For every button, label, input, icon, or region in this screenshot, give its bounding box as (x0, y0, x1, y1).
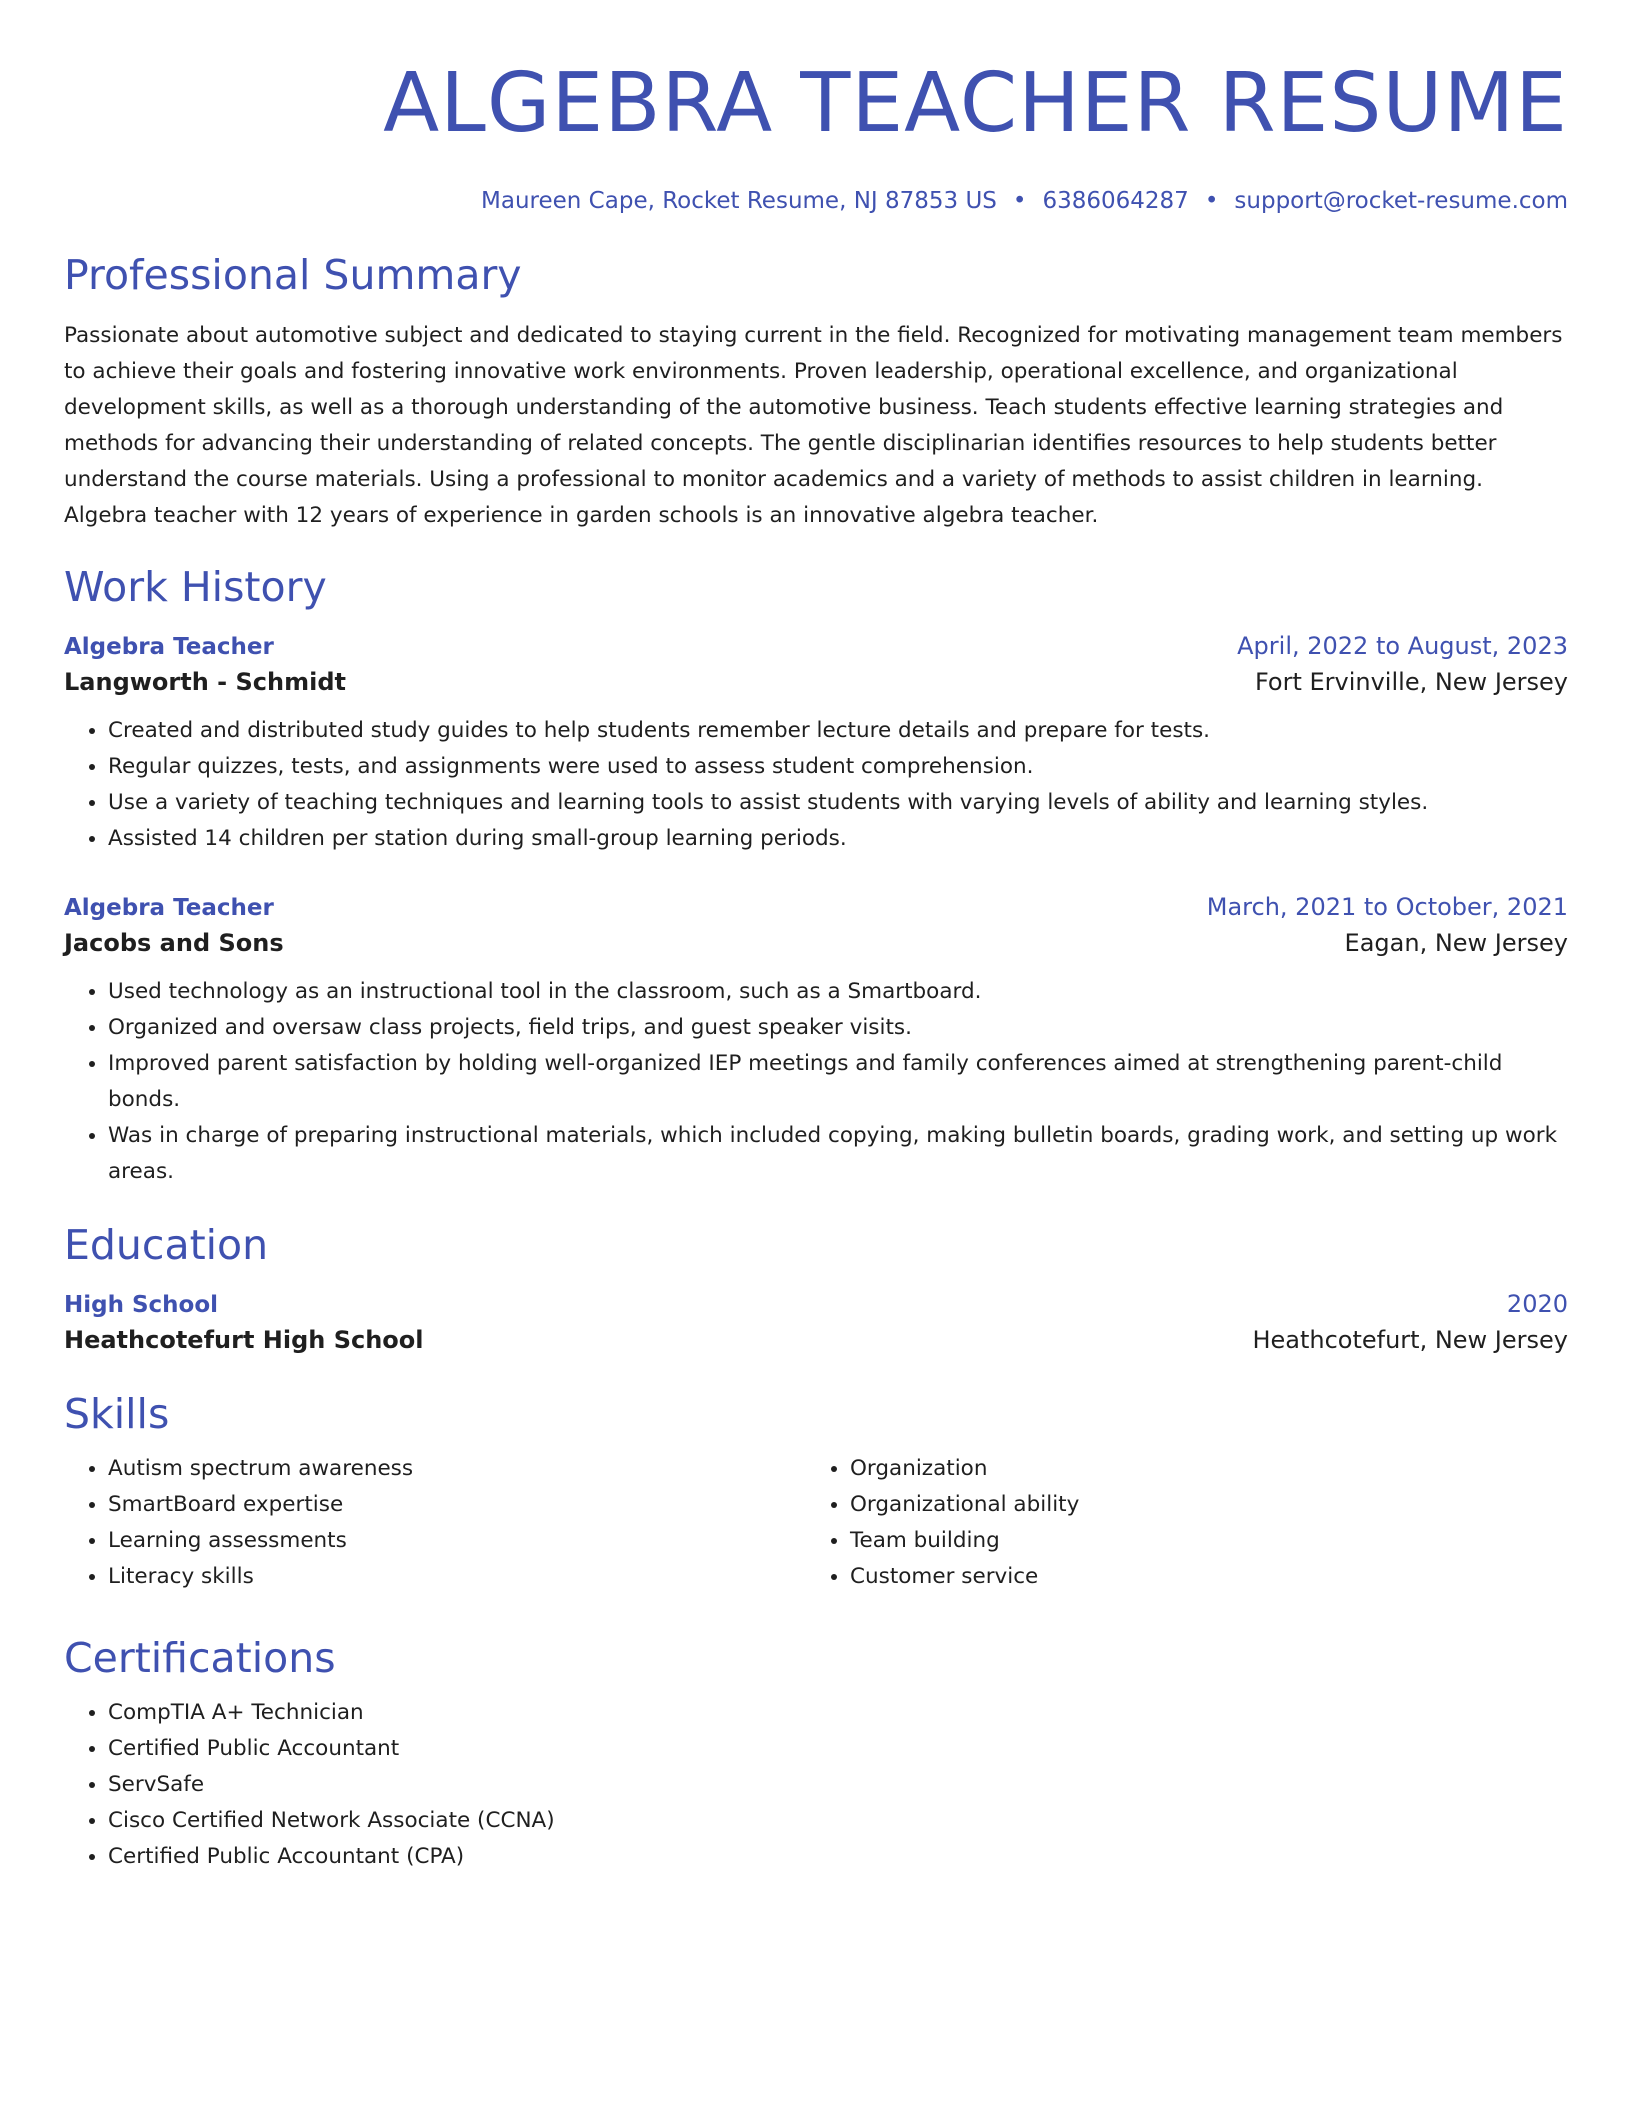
job-bullet: • Assisted 14 children per station during small-group learning periods. (108, 821, 1568, 857)
skill-item: • Organization (850, 1451, 1548, 1487)
certifications-section (64, 1633, 1568, 1875)
job-location: Fort Ervinville, New Jersey (1254, 668, 1568, 696)
job-bullet: • Regular quizzes, tests, and assignments were used to assess student comprehension. (108, 749, 1568, 785)
job-dates: March, 2021 to October, 2021 (1206, 893, 1568, 921)
job-company: Langworth - Schmidt (64, 668, 346, 696)
skills-column-right (806, 1451, 1548, 1595)
contact-phone: 6386064287 (1042, 188, 1189, 214)
job-bullet: • Use a variety of teaching techniques and learning tools to assist students with varying levels of ability and learning styles. (108, 785, 1568, 821)
job-bullet: • Used technology as an instructional tool in the classroom, such as a Smartboard. (108, 974, 1568, 1010)
education-section (64, 1220, 1568, 1359)
skill-item: • Team building (850, 1523, 1548, 1559)
job-title: Algebra Teacher (64, 895, 274, 921)
education-school: Heathcotefurt High School (64, 1326, 424, 1354)
education-degree: High School (64, 1292, 219, 1318)
contact-address: Maureen Cape, Rocket Resume, NJ 87853 US (481, 188, 997, 214)
certification-item: • ServSafe (108, 1767, 1568, 1803)
contact-line (64, 186, 1568, 216)
job-bullet: • Created and distributed study guides to help students remember lecture details and prepare for tests. (108, 713, 1568, 749)
skill-item: • Customer service (850, 1559, 1548, 1595)
education-entry (64, 1288, 1568, 1359)
skill-item: • Learning assessments (108, 1523, 806, 1559)
certification-item: • Certified Public Accountant (CPA) (108, 1839, 1568, 1875)
skills-list (806, 1451, 1548, 1595)
job-bullet: • Improved parent satisfaction by holding well-organized IEP meetings and family conferences aimed at strengthening parent-child bonds. (108, 1046, 1568, 1118)
skills-list (64, 1451, 806, 1595)
job-entry (64, 630, 1568, 857)
job-company: Jacobs and Sons (64, 929, 284, 957)
job-bullet: • Organized and oversaw class projects, field trips, and guest speaker visits. (108, 1010, 1568, 1046)
certifications-heading: Certifications (64, 1634, 336, 1682)
resume-title: ALGEBRA TEACHER RESUME (383, 56, 1568, 151)
education-location: Heathcotefurt, New Jersey (1252, 1326, 1568, 1354)
summary-text: Passionate about automotive subject and dedicated to staying current in the field. Recognized for motivating management team members to achieve their goals and fostering innovative work environments. Proven leadership, operational excellence, and organizational development skills, as well as a thorough understanding of the automotive business. Teach students effective learning strategies and methods for advancing their understanding of related concepts. The gentle disciplinarian identifies resources to help students better understand the course materials. Using a professional to monitor academics and a variety of methods to assist children in learning. Algebra teacher with 12 years of experience in garden schools is an innovative algebra teacher. (64, 323, 1563, 528)
job-bullets (64, 974, 1568, 1190)
job-bullets (64, 713, 1568, 857)
skill-item: • Literacy skills (108, 1559, 806, 1595)
skill-item: • SmartBoard expertise (108, 1487, 806, 1523)
certification-item: • CompTIA A+ Technician (108, 1695, 1568, 1731)
resume-header (64, 0, 1568, 216)
skills-grid (64, 1451, 1568, 1595)
certification-item: • Cisco Certified Network Associate (CCNA) (108, 1803, 1568, 1839)
certification-item: • Certified Public Accountant (108, 1731, 1568, 1767)
contact-separator: • (1204, 188, 1219, 214)
contact-email: support@rocket-resume.com (1234, 188, 1568, 214)
work-history-heading: Work History (64, 563, 327, 611)
resume-page (64, 0, 1568, 1875)
education-heading: Education (64, 1221, 269, 1269)
contact-separator: • (1012, 188, 1027, 214)
summary-heading: Professional Summary (64, 251, 522, 299)
job-dates: April, 2022 to August, 2023 (1237, 632, 1568, 660)
job-bullet: • Was in charge of preparing instructional materials, which included copying, making bulletin boards, grading work, and setting up work areas. (108, 1118, 1568, 1190)
skills-heading: Skills (64, 1390, 170, 1438)
job-title: Algebra Teacher (64, 634, 274, 660)
skill-item: • Autism spectrum awareness (108, 1451, 806, 1487)
job-location: Eagan, New Jersey (1344, 929, 1568, 957)
job-entry (64, 891, 1568, 1190)
education-year: 2020 (1506, 1290, 1568, 1318)
skill-item: • Organizational ability (850, 1487, 1548, 1523)
skills-section (64, 1389, 1568, 1595)
summary-section (64, 250, 1568, 534)
work-history-section (64, 562, 1568, 1190)
certifications-list (64, 1695, 1568, 1875)
skills-column-left (64, 1451, 806, 1595)
